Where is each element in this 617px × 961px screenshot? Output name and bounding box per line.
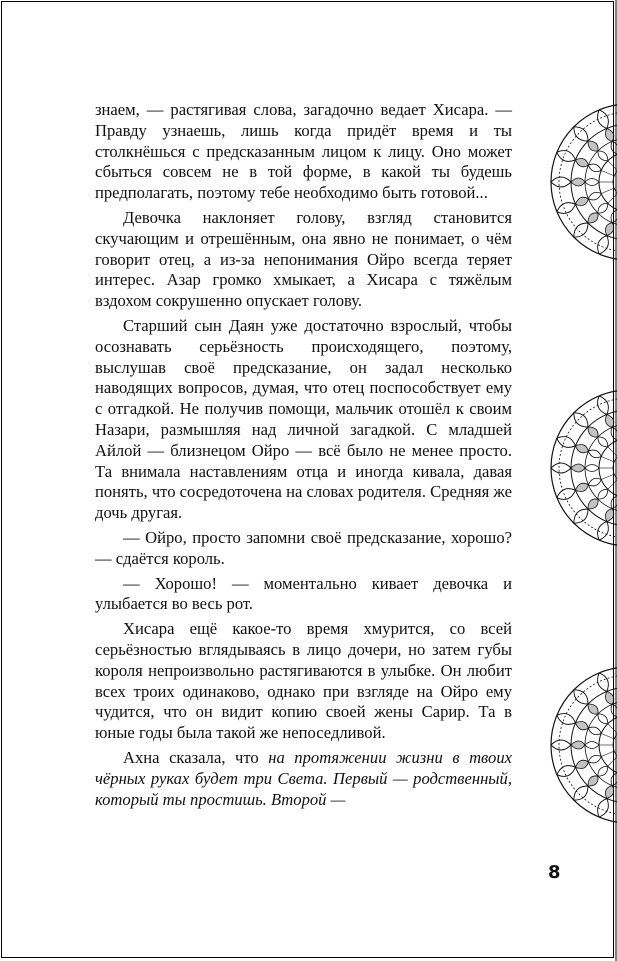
body-text (95, 100, 512, 810)
paragraph-7-start: Ахна сказала, что (123, 747, 269, 767)
mandala-bottom (551, 667, 617, 823)
paragraph-3: Старший сын Даян уже достаточно взрослый, чтобы осознавать серьёзность происходящего, поэтому, выслушав своё предсказание, он задал несколько наводящих вопросов, думая, что отец поспособствует ему с отгадкой. Не получив помощи, мальчик отошёл к своим Назари, размышляя над личной загадкой. С младшей Айлой — близнецом Ойро — всё было не менее просто. Та внимала наставлениям отца и иногда кивала, давая понять, что сосредоточена на словах родителя. Средняя же дочь другая. (95, 315, 512, 523)
mandala-top (551, 104, 617, 260)
paragraph-6: Хисара ещё какое-то время хмурится, со всей серьёзностью вглядываясь в лицо дочери, но затем губы короля непроизвольно растягиваются в улыбке. Он любит всех троих одинаково, однако при взгляде на Ойро ему чудится, что он видит копию своей жены Сарир. Та в юные годы была такой же непоседливой. (95, 619, 512, 743)
paragraph-7 (95, 748, 512, 810)
paragraph-1: знаем, — растягивая слова, загадочно ведает Хисара. — Правду узнаешь, лишь когда придёт время и ты столкнёшься с предсказанным лицом к лицу. Оно может сбыться совсем не в той форме, в какой ты будешь предполагать, поэтому тебе необходимо быть готовой... (95, 100, 512, 203)
paragraph-5: — Хорошо! — моментально кивает девочка и улыбается во весь рот. (95, 573, 512, 614)
page-number: 8 (548, 862, 561, 883)
paragraph-7-italic: на протяжении жизни в твоих чёрных руках будет три Света. Первый — родственный, который ты простишь. Второй — (95, 747, 512, 809)
paragraph-2: Девочка наклоняет голову, взгляд становится скучающим и отрешённым, она явно не понимает, о чём говорит отец, а из-за непонимания Ойро всегда теряет интерес. Азар громко хмыкает, а Хисара с тяжёлым вздохом сокрушенно опускает голову. (95, 207, 512, 311)
paragraph-4: — Ойро, просто запомни своё предсказание, хорошо? — сдаётся король. (95, 527, 512, 568)
mandala-middle (551, 390, 617, 546)
mandala-ornament-border (537, 0, 617, 961)
